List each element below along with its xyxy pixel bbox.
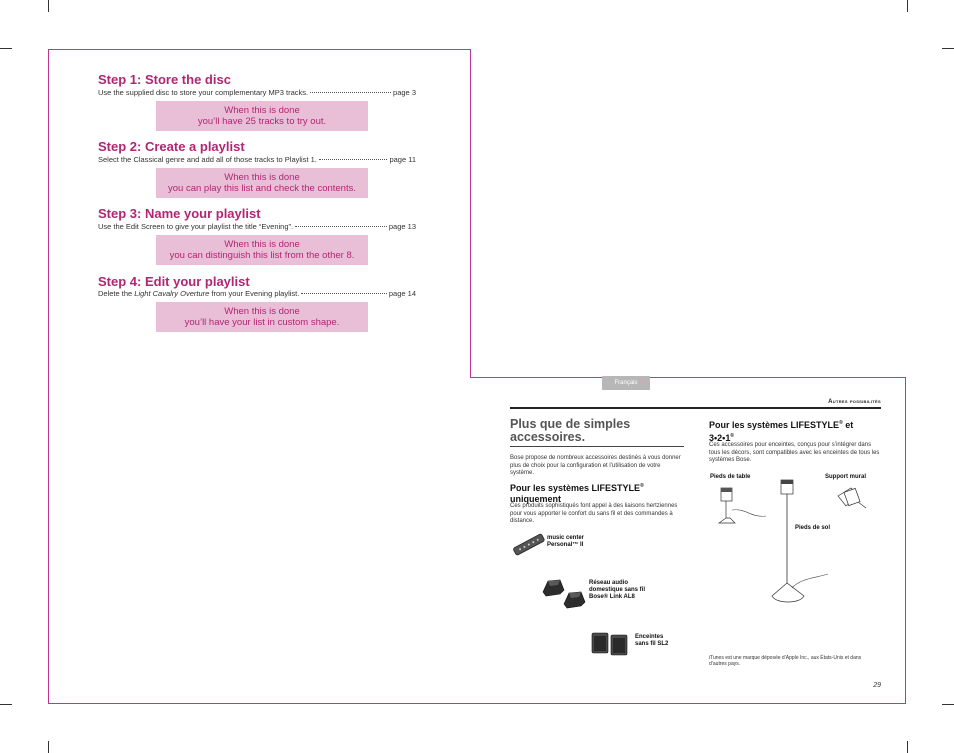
heading-text: uniquement	[510, 494, 561, 504]
step-description	[98, 289, 416, 298]
step-title: Step 3: Name your playlist	[98, 206, 261, 221]
crop-mark	[942, 48, 954, 49]
crop-mark	[0, 704, 12, 705]
label-line: Personal™ II	[547, 542, 584, 548]
page-ref: page 3	[393, 88, 416, 97]
page-ref: page 13	[388, 222, 416, 231]
when-done-box	[156, 168, 368, 198]
heading-text: Pour les systèmes LIFESTYLE	[709, 420, 840, 430]
section-title	[510, 418, 630, 444]
section2-heading	[709, 418, 884, 444]
label-table-stand: Pieds de table	[710, 474, 751, 480]
when-done-box	[156, 235, 368, 265]
done-line: When this is done	[224, 306, 300, 317]
item-label-sl2	[635, 634, 668, 648]
sl2-speakers-image	[590, 630, 634, 658]
frame-mid	[470, 377, 906, 378]
done-line: When this is done	[224, 172, 300, 183]
title-rule	[510, 446, 684, 447]
footnote: iTunes est une marque déposée d’Apple Inc., aux États-Unis et dans d’autres pays.	[709, 655, 862, 667]
title-line: accessoires.	[510, 430, 586, 444]
step-description	[98, 88, 416, 97]
crop-mark	[48, 741, 49, 753]
label-floor-stand: Pieds de sol	[795, 525, 831, 531]
label-line: music center	[547, 535, 585, 541]
done-line: When this is done	[224, 105, 300, 116]
step-description	[98, 155, 416, 164]
step-text: Use the supplied disc to store your complementary MP3 tracks.	[98, 88, 309, 97]
section2-text: Ces accessoires pour enceintes, conçus pour s’intégrer dans tous les décors, sont compatibles avec les enceintes de tous les systèmes Bose.	[709, 442, 880, 463]
page-ref: page 11	[389, 155, 416, 164]
step-title: Step 1: Store the disc	[98, 72, 231, 87]
registered-mark: ®	[640, 483, 644, 489]
intro-text: Bose propose de nombreux accessoires destinés à vous donner plus de choix pour la configuration et l’utilisation de votre système.	[510, 455, 681, 476]
crop-mark	[0, 48, 12, 49]
done-line: you can distinguish this list from the other 8.	[169, 250, 355, 261]
heading-text: 3•2•1	[709, 433, 731, 443]
done-line: you’ll have 25 tracks to try out.	[197, 116, 327, 127]
label-line: sans fil SL2	[635, 641, 669, 647]
label-line: domestique sans fil	[589, 587, 646, 593]
header-rule	[510, 407, 881, 409]
section1-text: Ces produits sophistiqués font appel à des liaisons hertziennes pour vous apporter le confort du sans fil et des commandes à distance.	[510, 503, 678, 524]
step-text: Use the Edit Screen to give your playlist the title “Evening”.	[98, 222, 294, 231]
label-wall-bracket: Support mural	[825, 474, 867, 480]
speaker-stands-image	[706, 478, 882, 616]
label-line: Enceintes	[635, 634, 664, 640]
frame-left	[48, 49, 49, 704]
step-text	[98, 289, 299, 298]
step-title: Step 4: Edit your playlist	[98, 274, 250, 289]
done-line: you can play this list and check the contents.	[168, 183, 356, 194]
heading-text: et	[842, 420, 854, 430]
registered-mark: ®	[730, 433, 735, 439]
crop-mark	[942, 704, 954, 705]
label-line: Réseau audio	[589, 580, 629, 586]
frame-bottom	[48, 703, 906, 704]
italic-title: Light Cavalry Overture	[134, 289, 210, 298]
when-done-box	[156, 302, 368, 332]
section1-heading	[510, 481, 685, 505]
done-line: you’ll have your list in custom shape.	[184, 317, 340, 328]
remote-control-image	[510, 533, 546, 557]
heading-text: Pour les systèmes LIFESTYLE	[510, 483, 641, 493]
crop-mark	[907, 0, 908, 12]
link-al8-image	[540, 576, 590, 612]
when-done-box	[156, 101, 368, 131]
frame-divider	[470, 49, 471, 378]
text-run: Delete the	[98, 289, 135, 298]
crop-mark	[907, 741, 908, 753]
registered-mark: ®	[839, 420, 843, 426]
label-line: Bose® Link AL8	[589, 594, 635, 600]
language-tab: Français	[602, 376, 650, 390]
frame-right	[905, 377, 906, 704]
step-description	[98, 222, 416, 231]
done-line: When this is done	[224, 239, 300, 250]
crop-mark	[48, 0, 49, 12]
step-title: Step 2: Create a playlist	[98, 139, 245, 154]
item-label-link-al8	[589, 580, 645, 601]
page-ref: page 14	[388, 289, 416, 298]
running-head: Autres possibilités	[828, 399, 881, 405]
step-text: Select the Classical genre and add all of those tracks to Playlist 1.	[98, 155, 317, 164]
item-label-music-center	[547, 535, 584, 549]
frame-top	[48, 49, 470, 50]
title-line: Plus que de simples	[510, 417, 631, 431]
text-run: from your Evening playlist.	[209, 289, 300, 298]
page-number: 29	[873, 682, 881, 689]
